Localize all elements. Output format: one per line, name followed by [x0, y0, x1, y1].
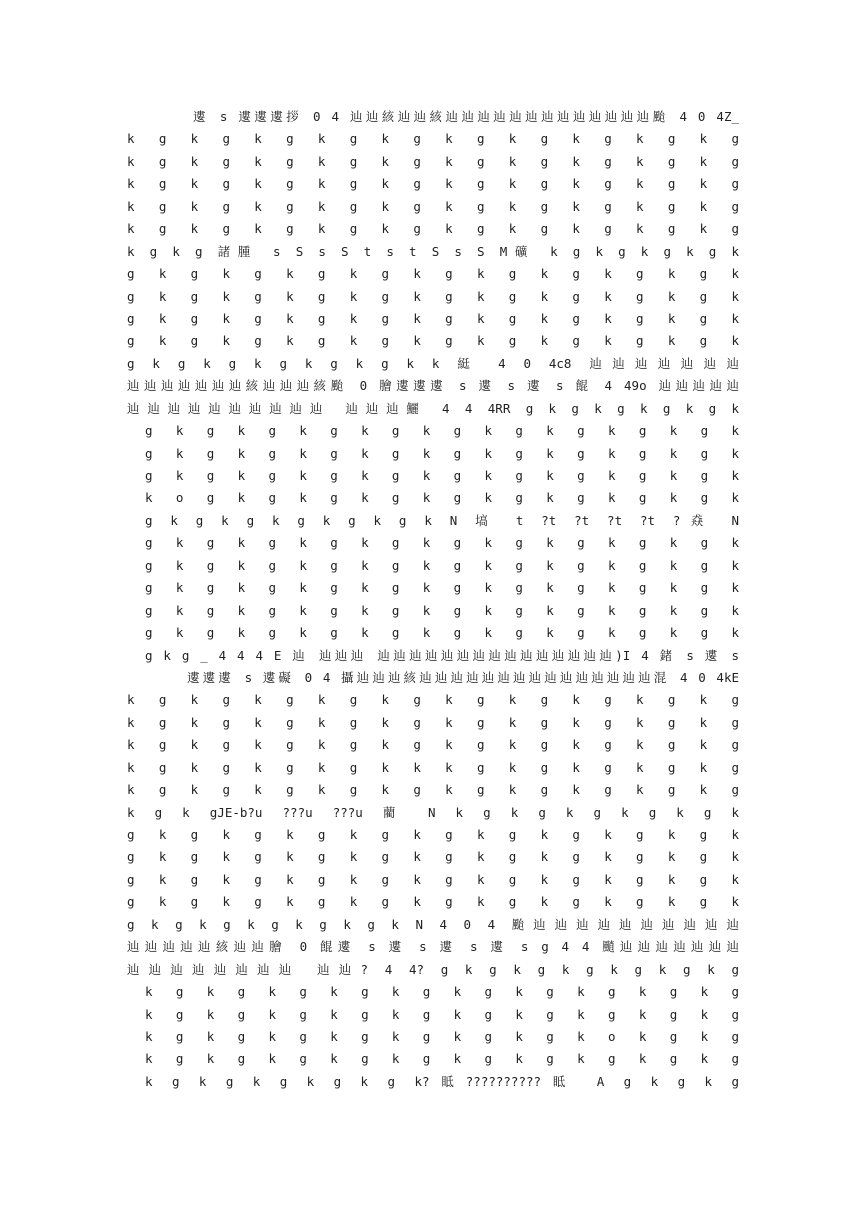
text-line: g k g k g k g k g k g k g k g k g k g k: [127, 871, 739, 887]
text-line: k g k g k g k g k g k g k g k g k g k g: [127, 198, 739, 214]
text-line: g k g k g k g k g k g k N 4 0 4 颱辿辿辿辿辿辿辿辿辿辿: [127, 916, 739, 932]
text-line: k g k g k g k g k g k g k g k g k g k g: [145, 1006, 739, 1022]
text-line: k g k g k g k g k g k?眡??????????眡 A g k g k g: [145, 1073, 739, 1089]
text-line: k g k g k g k g k k k g k g k g k g k g: [127, 759, 739, 775]
text-line: k g k g k g k g k g k g k g k g k g k g: [127, 221, 739, 237]
text-line: k g k g k g k g k g k g k g k g k g k g: [145, 1051, 739, 1067]
text-line: g k g k g k g k g k g k g k g k g k g k: [127, 849, 739, 865]
text-line: g k g k g k g k g k g k N 塙 t ?t ?t ?t ?t ?猋 N: [145, 512, 739, 528]
text-line: k g k g k g k g k g k g k g k g k g k g: [127, 131, 739, 147]
text-line: g k g k g k g k g k g k g k g k g k g k: [145, 580, 739, 596]
text-line: k g k g 諸腫 s S s S t s t S s S M礦 k g k g k g k g k: [127, 243, 739, 259]
text-line: 辿辿辿辿辿辿辿辿 辿辿? 4 4? g k g k g k g k g k g k g: [127, 961, 739, 977]
text-line: k o g k g k g k g k g k g k g k g k g k: [145, 490, 739, 506]
text-line: g k g k g k g k g k g k g k g k g k g k: [127, 310, 739, 326]
text-line: k g k g k g k g k g k g k g k g k g k g: [127, 153, 739, 169]
text-line: 辿辿辿辿辿辿辿辿辿辿 辿辿辿鱺 4 4 4RR g k g k g k g k g k: [127, 400, 739, 416]
text-line: k g k g k g k g k g k g k g k g k g k g: [127, 176, 739, 192]
text-line: g k g k g k g k g k g k g k g k g k g k: [127, 333, 739, 349]
text-line: g k g k g k g k g k g k g k g k g k g k: [145, 557, 739, 573]
text-line: g k g k g k g k g k g k g k g k g k g k: [127, 266, 739, 282]
text-line: g k g k g k g k g k g k g k g k g k g k: [145, 445, 739, 461]
text-line: g k g k g k g k g k g k g k g k g k g k: [145, 602, 739, 618]
text-line: k g k g k g k g k g k g k g k g k g k g: [145, 984, 739, 1000]
text-line: 辿辿辿辿辿絯辿辿膾 0 餛遱 s 遱 s 遱 s 遱 s g 4 4 颵辿辿辿辿辿辿辿: [127, 939, 739, 955]
text-line: k g k g k g k g k g k g k g k g k g k g: [127, 737, 739, 753]
text-line: 辿辿辿辿辿辿辿絯辿辿辿絯颱 0 膾遱遱遱 s 遱 s 遱 s 餛 4 49o 辿辿辿辿辿: [127, 378, 739, 394]
text-line: k g k gJE-b?u ???u ???u 藺 N k g k g k g k g k g k: [127, 804, 739, 820]
text-line: g k g k g k g k g k g k g k g k g k g k: [127, 894, 739, 910]
text-line: g k g k g k g k g k g k g k g k g k g k: [127, 827, 739, 842]
text-line: g k g k g k g k g k g k g k g k g k g k: [145, 468, 739, 483]
text-line: g k g k g k g k g k g k g k g k g k g k: [145, 625, 739, 641]
text-line: 遱遱遱 s 遱礙 0 4 攝辿辿辿絯辿辿辿辿辿辿辿辿辿辿辿辿辿辿辿混 4 0 4kE: [187, 669, 739, 685]
document-text-block: [127, 106, 739, 1093]
text-line: k g k g k g k g k g k g k g k o k g k g: [145, 1028, 739, 1044]
text-line: g k g _ 4 4 4 E 辿 辿辿辿 辿辿辿辿辿辿辿辿辿辿辿辿辿辿辿)I 4 鍺 s 遱 s: [145, 647, 739, 663]
text-line: g k g k g k g k g k g k g k g k g k g k: [145, 423, 739, 439]
text-line: k g k g k g k g k g k g k g k g k g k g: [127, 714, 739, 730]
text-line: g k g k g k g k g k g k g k g k g k g k: [127, 288, 739, 304]
text-line: g k g k g k g k g k g k k 綎 4 0 4c8 辿辿辿辿辿辿辿: [127, 355, 739, 371]
text-line: k g k g k g k g k g k g k g k g k g k g: [127, 692, 739, 708]
text-line: 遱 s 遱遱遱拶 0 4 辿辿絯辿辿絯辿辿辿辿辿辿辿辿辿辿辿辿辿颱 4 0 4Z_: [193, 109, 739, 124]
text-line: g k g k g k g k g k g k g k g k g k g k: [145, 535, 739, 551]
text-line: k g k g k g k g k g k g k g k g k g k g: [127, 782, 739, 798]
